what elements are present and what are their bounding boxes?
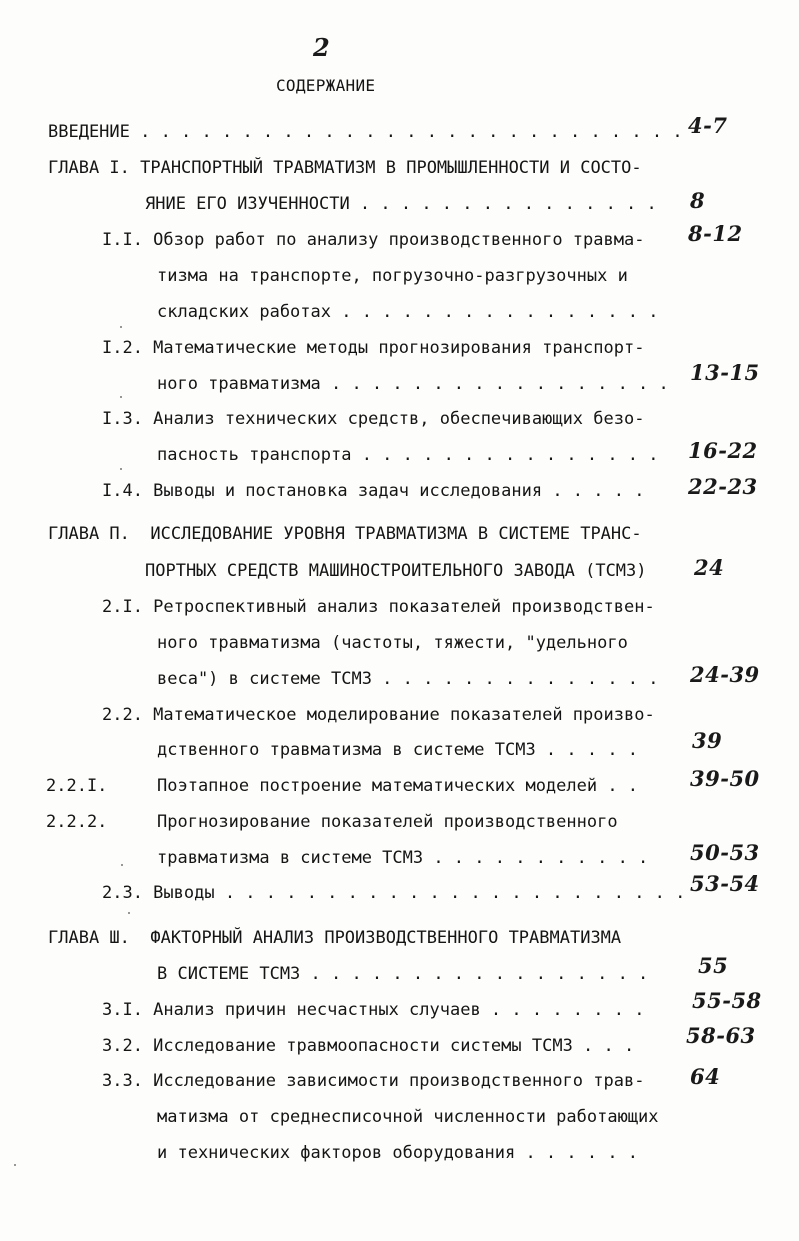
toc-line-chapter-1: ГЛАВА I. ТРАНСПОРТНЫЙ ТРАВМАТИЗМ В ПРОМЫШЛЕННОСТИ И СОСТО-: [48, 158, 642, 178]
toc-line-1-1: I.I. Обзор работ по анализу производственного травма-: [102, 230, 645, 250]
toc-line-chapter-2-cont: ПОРТНЫХ СРЕДСТВ МАШИНОСТРОИТЕЛЬНОГО ЗАВОДА (ТСМЗ): [145, 561, 647, 581]
page-ref-chapter-1: 8: [690, 188, 706, 213]
scan-speck: [128, 912, 130, 914]
toc-number-2-2-1: 2.2.I.: [46, 776, 108, 796]
toc-line-introduction: ВВЕДЕНИЕ . . . . . . . . . . . . . . . . . . . . . . . . . . .: [48, 122, 683, 142]
page-ref-1-4: 22-23: [688, 474, 758, 499]
toc-number-2-2-2: 2.2.2.: [46, 812, 108, 832]
page-ref-2-2: 39: [692, 728, 723, 753]
toc-line-1-1-cont2: складских работах . . . . . . . . . . . . . . . .: [157, 302, 659, 322]
page-ref-introduction: 4-7: [688, 113, 728, 138]
toc-line-3-3-cont: матизма от среднесписочной численности работающих: [157, 1107, 659, 1127]
toc-line-3-2: 3.2. Исследование травмоопасности системы ТСМЗ . . .: [102, 1036, 635, 1056]
toc-line-3-3: 3.3. Исследование зависимости производственного трав-: [102, 1071, 645, 1091]
page-ref-2-2-1: 39-50: [690, 766, 760, 791]
toc-line-1-3-cont: пасность транспорта . . . . . . . . . . . . . . .: [157, 445, 659, 465]
page-ref-2-2-2: 50-53: [690, 840, 760, 865]
toc-line-2-3: 2.3. Выводы . . . . . . . . . . . . . . . . . . . . . . .: [102, 883, 686, 903]
toc-title: СОДЕРЖАНИЕ: [276, 76, 376, 95]
page-ref-2-3: 53-54: [690, 871, 760, 896]
page-number: 2: [313, 33, 330, 62]
toc-line-1-2-cont: ного травматизма . . . . . . . . . . . . . . . . .: [157, 374, 669, 394]
page-ref-1-2: 13-15: [690, 360, 760, 385]
toc-line-2-1-cont2: веса") в системе ТСМЗ . . . . . . . . . . . . . .: [157, 669, 659, 689]
toc-line-2-2: 2.2. Математическое моделирование показателей произво-: [102, 705, 655, 725]
page-ref-3-1: 55-58: [692, 988, 762, 1013]
toc-line-1-3: I.3. Анализ технических средств, обеспечивающих безо-: [102, 409, 645, 429]
toc-line-2-2-cont: дственного травматизма в системе ТСМЗ . . . . .: [157, 740, 639, 760]
scan-speck: [120, 326, 122, 328]
page-ref-2-1: 24-39: [690, 662, 760, 687]
scan-speck: [120, 468, 122, 470]
toc-line-chapter-1-cont: ЯНИЕ ЕГО ИЗУЧЕННОСТИ . . . . . . . . . . . . . . .: [145, 194, 657, 214]
toc-line-1-2: I.2. Математические методы прогнозирования транспорт-: [102, 338, 645, 358]
toc-line-1-1-cont: тизма на транспорте, погрузочно-разгрузочных и: [157, 266, 628, 286]
toc-line-2-1-cont: ного травматизма (частоты, тяжести, "удельного: [157, 633, 628, 653]
toc-line-chapter-3-cont: В СИСТЕМЕ ТСМЗ . . . . . . . . . . . . . . . . .: [157, 964, 649, 984]
scan-speck: [14, 1164, 16, 1166]
toc-line-3-3-cont2: и технических факторов оборудования . . . . . .: [157, 1143, 639, 1163]
page-ref-chapter-3: 55: [698, 953, 729, 978]
toc-line-2-2-2-cont: травматизма в системе ТСМЗ . . . . . . . . . . .: [157, 848, 649, 868]
page-ref-1-1: 8-12: [688, 221, 743, 246]
page-ref-chapter-2: 24: [694, 555, 725, 580]
toc-line-1-4: I.4. Выводы и постановка задач исследования . . . . .: [102, 481, 645, 501]
scan-speck: [120, 396, 122, 398]
page-ref-3-2: 58-63: [686, 1023, 756, 1048]
page-ref-3-3: 64: [690, 1064, 721, 1089]
toc-line-2-2-2: Прогнозирование показателей производственного: [157, 812, 618, 832]
toc-line-3-1: 3.I. Анализ причин несчастных случаев . . . . . . . .: [102, 1000, 645, 1020]
toc-line-2-2-1: Поэтапное построение математических моделей . .: [157, 776, 639, 796]
scan-speck: [121, 864, 123, 866]
page-ref-1-3: 16-22: [688, 438, 758, 463]
toc-line-2-1: 2.I. Ретроспективный анализ показателей производствен-: [102, 597, 655, 617]
toc-line-chapter-3: ГЛАВА Ш. ФАКТОРНЫЙ АНАЛИЗ ПРОИЗВОДСТВЕННОГО ТРАВМАТИЗМА: [48, 928, 622, 948]
toc-line-chapter-2: ГЛАВА П. ИССЛЕДОВАНИЕ УРОВНЯ ТРАВМАТИЗМА В СИСТЕМЕ ТРАНС-: [48, 524, 642, 544]
